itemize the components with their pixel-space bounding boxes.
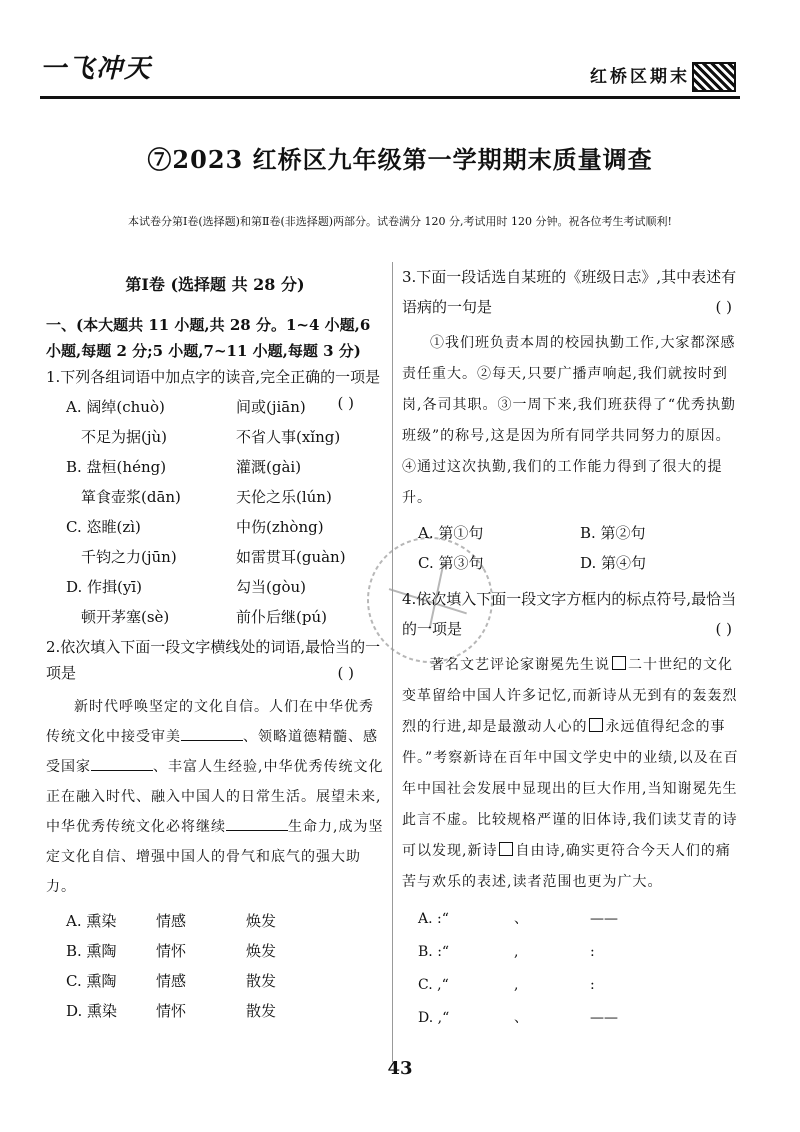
question-stem: 4.依次填入下面一段文字方框内的标点符号,最恰当的一项是 ( ) [402,584,742,644]
option-row: 不足为据(jù) 不省人事(xǐng) [66,428,341,446]
answer-paren: ( ) [715,298,732,316]
question-passage: ①我们班负责本周的校园执勤工作,大家都深感责任重大。②每天,只要广播声响起,我们就按时到岗,各司其职。③一周下来,我们班获得了“优秀执勤班级”的称号,这是因为所有同学共同努力的原因。④通过这次执勤,我们的工作能力得到了很大的提升。 [402,335,737,506]
option-row: A. 第①句 B. 第②句 [418,524,646,542]
exam-instructions: 本试卷分第Ⅰ卷(选择题)和第Ⅱ卷(非选择题)两部分。试卷满分 120 分,考试用时 120 分钟。祝各位考生考试顺利! [128,215,672,228]
page-number: 43 [387,1058,413,1079]
answer-paren: ( ) [337,664,354,682]
question-passage: 著名文艺评论家谢冕先生说 二十世纪的文化变革留给中国人许多记忆,而新诗从无到有的轰轰烈烈的行进,却是最激动人心的 永远值得纪念的事件。”考察新诗在百年中国文学史中的业绩,以及在百年中国社会发展中显现出的巨大作用,当知谢冕先生此言不虚。比较规格严谨的旧体诗,我们读艾青的诗可以发现,新诗 自由诗,确实更符合今天人们的痛苦与欢乐的表述,读者范围也更为广大。 [402,657,739,890]
option-row: C. 第③句 D. 第④句 [418,554,647,572]
fill-blank [91,756,153,771]
option-row: 千钧之力(jūn) 如雷贯耳(guàn) [66,548,346,566]
question-1 [46,364,384,632]
question-4 [402,584,742,1034]
question-passage: 新时代呼唤坚定的文化自信。人们在中华优秀传统文化中接受审美 、领略道德精髓、感受国家 、丰富人生经验,中华优秀传统文化正在融入时代、融入中国人的日常生活。展望未来,中华优秀传统文化必将继续 生命力,成为坚定文化自信、增强中国人的骨气和底气的强大助力。 [46,699,384,895]
option-row: B. :“ , : [418,943,595,960]
header-decoration [692,62,736,92]
question-stem: 2.依次填入下面一段文字横线处的词语,最恰当的一项是 ( ) [46,634,384,686]
option-row: B. 盘桓(héng) 灌溉(gài) [66,458,302,476]
option-row: B. 熏陶 情怀 焕发 [66,942,277,960]
header-region: 红桥区期末 [590,67,690,87]
question-stem: 1.下列各组词语中加点字的读音,完全正确的一项是 ( ) [46,364,384,390]
option-row: A. 阔绰(chuò) 间或(jiān) [66,398,306,416]
punctuation-box [499,842,513,856]
option-row: C. ,“ , : [418,976,595,993]
option-row: 顿开茅塞(sè) 前仆后继(pú) [66,608,327,626]
option-row: D. 熏染 情怀 散发 [66,1002,277,1020]
option-row: D. ,“ 、 —— [418,1009,618,1026]
fill-blank [226,816,288,831]
option-row: 箪食壶浆(dān) 天伦之乐(lún) [66,488,332,506]
punctuation-box [589,718,603,732]
option-row: A. :“ 、 —— [418,910,618,927]
right-column [402,262,742,1034]
left-column [46,272,384,1026]
fill-blank [181,726,243,741]
answer-paren: ( ) [715,620,732,638]
answer-paren: ( ) [337,394,354,412]
column-divider [392,262,393,1062]
option-row: A. 熏染 情感 焕发 [66,912,277,930]
section-heading: 第Ⅰ卷 (选择题 共 28 分) [125,275,305,294]
page-title: ⑦2023 红桥区九年级第一学期期末质量调查 [147,145,653,174]
part-instructions: 一、(本大题共 11 小题,共 28 分。1~4 小题,6 小题,每题 2 分;5 小题,7~11 小题,每题 3 分) [46,316,371,360]
option-row: C. 熏陶 情感 散发 [66,972,277,990]
option-row: D. 作揖(yī) 勾当(gòu) [66,578,306,596]
punctuation-box [612,656,626,670]
question-2 [46,634,384,1026]
question-3 [402,262,742,578]
brand-logo: 一飞冲天 [40,54,153,84]
question-stem: 3.下面一段话选自某班的《班级日志》,其中表述有语病的一句是 ( ) [402,262,742,322]
header-rule [40,96,740,99]
option-row: C. 恣睢(zì) 中伤(zhòng) [66,518,324,536]
